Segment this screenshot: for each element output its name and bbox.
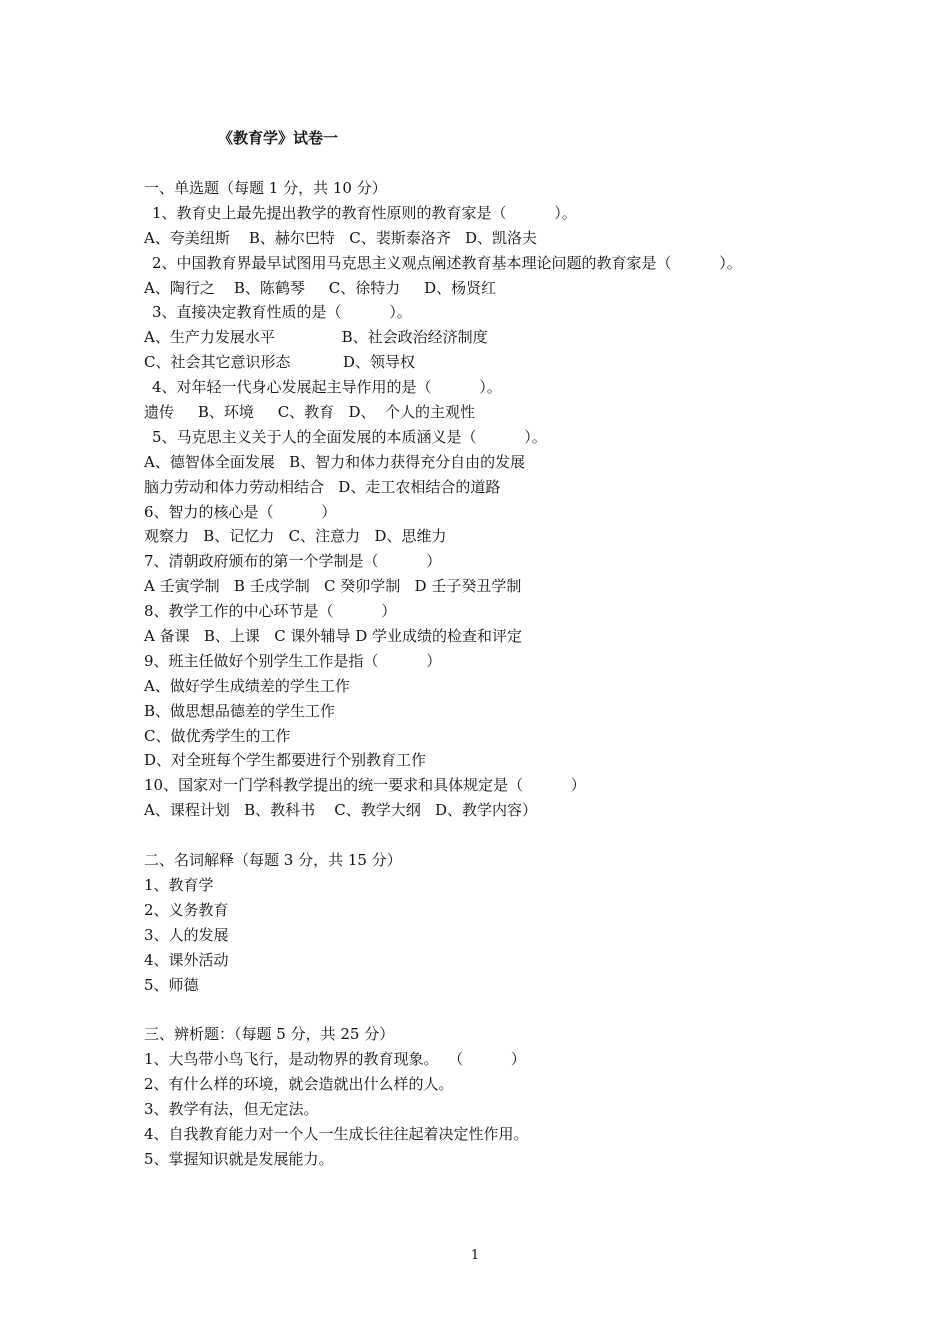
analysis-item: 5、掌握知识就是发展能力。 (144, 1149, 334, 1168)
answer-options: A、陶行之 B、陈鹤琴 C、徐特力 D、杨贤红 (144, 278, 497, 297)
answer-options: A、夸美纽斯 B、赫尔巴特 C、裴斯泰洛齐 D、凯洛夫 (144, 228, 538, 247)
answer-options: 遗传 B、环境 C、教育 D、 个人的主观性 (144, 403, 476, 422)
question-text: 5、马克思主义关于人的全面发展的本质涵义是（ ）。 (152, 427, 547, 446)
page-number: 1 (470, 1248, 480, 1263)
answer-options: C、社会其它意识形态 D、领导权 (144, 353, 415, 372)
answer-options: D、对全班每个学生都要进行个别教育工作 (144, 751, 427, 770)
analysis-item: 4、自我教育能力对一个人一生成长往往起着决定性作用。 (144, 1124, 529, 1143)
analysis-item: 1、大鸟带小鸟飞行，是动物界的教育现象。 （ ） (144, 1050, 526, 1069)
term-item: 2、义务教育 (144, 900, 229, 919)
term-item: 1、教育学 (144, 875, 214, 894)
question-text: 4、对年轻一代身心发展起主导作用的是（ ）。 (152, 378, 502, 397)
answer-options: 观察力 B、记忆力 C、注意力 D、思维力 (144, 527, 447, 546)
answer-options: B、做思想品德差的学生工作 (144, 701, 336, 720)
question-text: 7、清朝政府颁布的第一个学制是（ ） (144, 552, 442, 571)
answer-options: A、生产力发展水平 B、社会政治经济制度 (144, 328, 488, 347)
question-text: 9、班主任做好个别学生工作是指（ ） (144, 651, 442, 670)
analysis-item: 3、教学有法，但无定法。 (144, 1099, 319, 1118)
answer-options: 脑力劳动和体力劳动相结合 D、走工农相结合的道路 (144, 477, 501, 496)
answer-options: C、做优秀学生的工作 (144, 726, 291, 745)
section-heading-analysis: 三、辨析题：（每题 5 分，共 25 分） (144, 1025, 395, 1044)
answer-options: A、课程计划 B、教科书 C、教学大纲 D、教学内容） (144, 801, 538, 820)
section-heading-single-choice: 一、单选题（每题 1 分，共 10 分） (144, 179, 387, 197)
question-text: 10、国家对一门学科教学提出的统一要求和具体规定是（ ） (144, 776, 586, 795)
term-item: 4、课外活动 (144, 950, 229, 969)
question-text: 3、直接决定教育性质的是（ ）。 (152, 303, 412, 322)
term-item: 3、人的发展 (144, 925, 229, 944)
question-text: 8、教学工作的中心环节是（ ） (144, 602, 397, 621)
section-spacer (144, 823, 844, 848)
answer-options: A、做好学生成绩差的学生工作 (144, 676, 350, 695)
question-text: 6、智力的核心是（ ） (144, 502, 337, 521)
answer-options: A、德智体全面发展 B、智力和体力获得充分自由的发展 (144, 452, 526, 471)
term-item: 5、师德 (144, 975, 199, 994)
answer-options: A 备课 B、上课 C 课外辅导 D 学业成绩的检查和评定 (144, 627, 523, 646)
question-text: 2、中国教育界最早试图用马克思主义观点阐述教育基本理论问题的教育家是（ ）。 (152, 253, 742, 272)
analysis-item: 2、有什么样的环境，就会造就出什么样的人。 (144, 1075, 454, 1094)
section-heading-terms: 二、名词解释（每题 3 分，共 15 分） (144, 851, 402, 870)
document-title: 《教育学》试卷一 (218, 129, 339, 147)
section-spacer (144, 997, 844, 1022)
document-body (144, 176, 844, 1172)
question-text: 1、教育史上最先提出教学的教育性原则的教育家是（ ）。 (152, 203, 577, 222)
answer-options: A 壬寅学制 B 壬戌学制 C 癸卯学制 D 壬子癸丑学制 (144, 577, 522, 596)
